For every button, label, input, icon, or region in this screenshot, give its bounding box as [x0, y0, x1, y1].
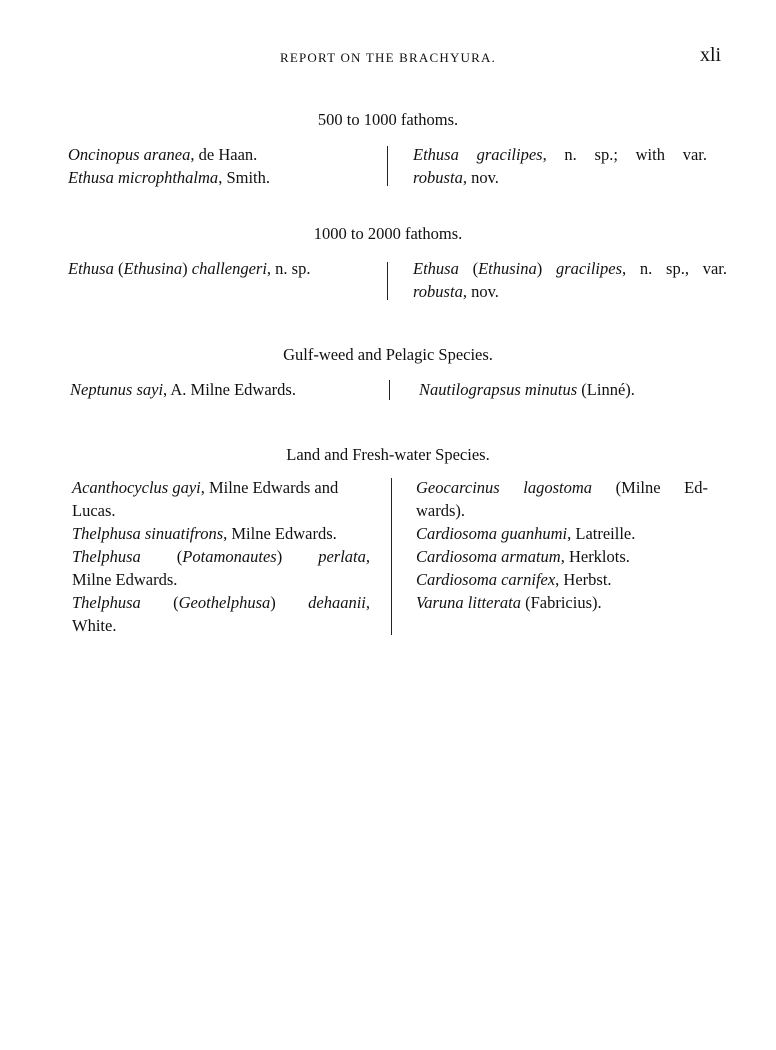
- species-column-right: [413, 143, 707, 189]
- species-entry: Ethusa (Ethusina) challengeri, n. sp.: [68, 259, 311, 278]
- species-entry: Ethusa microphthalma, Smith.: [68, 168, 270, 187]
- section-heading-land-fresh-water: Land and Fresh-water Species.: [286, 445, 490, 464]
- section-heading-1000-2000: 1000 to 2000 fathoms.: [313, 224, 463, 243]
- species-entry: Acanthocyclus gayi, Milne Edwards and Lucas.: [72, 478, 339, 520]
- species-column-left: [68, 143, 368, 189]
- species-entry: Geocarcinus lagostoma (Milne Ed- wards).: [416, 478, 708, 520]
- species-entry: Thelphusa (Potamonautes) perlata, Milne Edwards.: [72, 547, 371, 589]
- column-divider: [387, 262, 388, 300]
- species-entry: Thelphusa sinuatifrons, Milne Edwards.: [72, 524, 337, 543]
- species-entry: Cardiosoma armatum, Herklots.: [416, 547, 630, 566]
- column-divider: [389, 380, 390, 400]
- species-entry: Ethusa gracilipes, n. sp.; with var. robusta, nov.: [413, 145, 707, 187]
- running-header-title: REPORT ON THE BRACHYURA.: [279, 50, 497, 65]
- species-column-left: [72, 476, 370, 637]
- species-entry: Thelphusa (Geothelphusa) dehaanii, White.: [72, 593, 371, 635]
- species-entry: Varuna litterata (Fabricius).: [416, 593, 602, 612]
- species-column-left: [68, 257, 368, 280]
- species-entry: Ethusa (Ethusina) gracilipes, n. sp., var. robusta, nov.: [413, 259, 727, 301]
- species-column-left: [70, 378, 370, 401]
- species-entry: Cardiosoma guanhumi, Latreille.: [416, 524, 636, 543]
- species-column-right: [416, 476, 708, 614]
- species-column-right: [419, 378, 719, 401]
- column-divider: [391, 478, 392, 635]
- species-entry: Neptunus sayi, A. Milne Edwards.: [70, 380, 296, 399]
- column-divider: [387, 146, 388, 186]
- page-number: xli: [700, 44, 722, 66]
- section-heading-500-1000: 500 to 1000 fathoms.: [317, 110, 459, 129]
- species-entry: Oncinopus aranea, de Haan.: [68, 145, 258, 164]
- species-column-right: [413, 257, 727, 303]
- species-entry: Nautilograpsus minutus (Linné).: [419, 380, 635, 399]
- species-entry: Cardiosoma carnifex, Herbst.: [416, 570, 612, 589]
- section-heading-gulf-weed: Gulf-weed and Pelagic Species.: [283, 345, 493, 364]
